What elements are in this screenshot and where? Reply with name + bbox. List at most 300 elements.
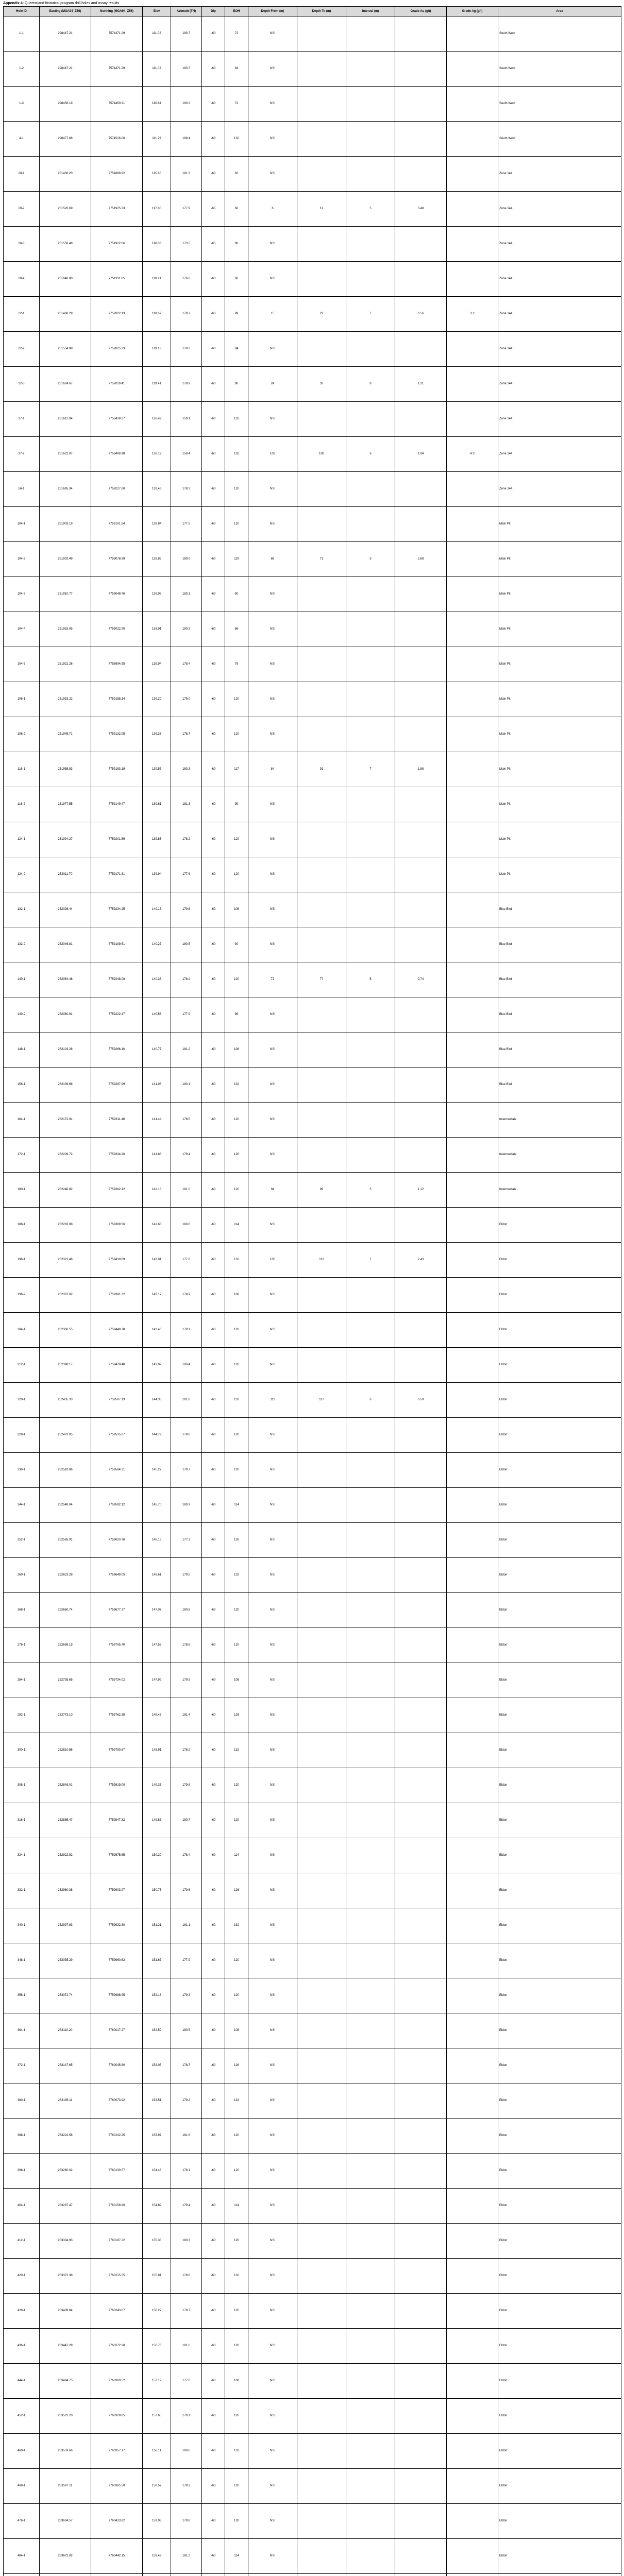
table-row [4, 367, 621, 402]
table-cell: 126 [225, 1873, 248, 1908]
table-cell: 178.4 [171, 1838, 202, 1873]
table-cell: 20-4 [4, 262, 40, 297]
table-row [4, 332, 621, 367]
table-cell: 156.73 [143, 2329, 171, 2364]
table-cell [297, 1523, 346, 1558]
table-cell [395, 2154, 447, 2189]
table-cell: NSI [248, 892, 297, 927]
table-row [4, 262, 621, 297]
table-cell [346, 1488, 395, 1523]
table-cell [395, 1943, 447, 1978]
table-cell [447, 1733, 498, 1768]
table-cell: 252548.04 [40, 1488, 91, 1523]
table-cell: 298456.19 [40, 87, 91, 122]
table-cell [447, 2119, 498, 2154]
table-cell [346, 2294, 395, 2329]
table-cell [447, 1032, 498, 1067]
table-cell: 252011.70 [40, 857, 91, 892]
column-header: Grade Ag (g/t) [447, 7, 498, 16]
table-cell [447, 787, 498, 822]
table-cell: Eldon [498, 1243, 621, 1278]
table-cell: 108 [225, 2364, 248, 2399]
table-cell [297, 1488, 346, 1523]
table-cell: 116-2 [4, 787, 40, 822]
table-cell: 114 [225, 2539, 248, 2574]
table-cell: 252064.48 [40, 962, 91, 997]
table-cell: 7759903.97 [91, 1873, 143, 1908]
table-cell [346, 612, 395, 647]
table-cell: 260-1 [4, 1558, 40, 1593]
table-cell [447, 1383, 498, 1418]
table-cell: 7759362.12 [91, 1173, 143, 1208]
table-cell: 181.0 [171, 2329, 202, 2364]
table-cell [346, 1733, 395, 1768]
table-cell: 252623.28 [40, 1558, 91, 1593]
column-header: Azimuth (TN) [171, 7, 202, 16]
table-cell: 1-2 [4, 52, 40, 87]
table-cell [395, 822, 447, 857]
table-cell [297, 1032, 346, 1067]
table-cell [447, 52, 498, 87]
table-cell: 117.80 [143, 192, 171, 227]
table-cell [346, 2539, 395, 2574]
table-cell [297, 227, 346, 262]
table-cell [447, 122, 498, 157]
table-cell: 22 [297, 297, 346, 332]
table-cell [346, 1558, 395, 1593]
table-cell: 7759988.95 [91, 1978, 143, 2013]
table-cell [346, 2364, 395, 2399]
table-cell: 251994.27 [40, 822, 91, 857]
table-cell: -60 [202, 1067, 225, 1103]
table-cell [447, 472, 498, 507]
table-cell: 5 [346, 192, 395, 227]
table-cell: NSI [248, 1032, 297, 1067]
table-cell [447, 2294, 498, 2329]
table-cell: 180.9 [171, 1488, 202, 1523]
table-cell: Eldon [498, 1558, 621, 1593]
table-cell: 145.70 [143, 1488, 171, 1523]
table-cell: Eldon [498, 1593, 621, 1628]
table-cell: 7759819.00 [91, 1768, 143, 1803]
table-cell [297, 2539, 346, 2574]
table-cell [297, 1593, 346, 1628]
table-cell [346, 402, 395, 437]
table-cell: 128.12 [143, 437, 171, 472]
table-cell: 178.3 [171, 332, 202, 367]
table-cell: 7752019.41 [91, 367, 143, 402]
table-cell: 7759078.99 [91, 542, 143, 577]
table-cell: 251468.29 [40, 297, 91, 332]
table-cell [297, 1768, 346, 1803]
table-cell [297, 1278, 346, 1313]
table-cell: 104-2 [4, 542, 40, 577]
table-cell: -60 [202, 1908, 225, 1943]
table-row [4, 2574, 621, 2576]
table-cell: 132 [225, 2434, 248, 2469]
table-cell: 7759960.62 [91, 1943, 143, 1978]
table-cell: 196-1 [4, 1243, 40, 1278]
table-cell: 460-1 [4, 2434, 40, 2469]
table-cell [395, 1032, 447, 1067]
table-cell [447, 577, 498, 612]
table-cell: 150.29 [143, 1838, 171, 1873]
table-cell [447, 1453, 498, 1488]
table-cell: 108 [225, 2013, 248, 2048]
table-cell: 253035.29 [40, 1943, 91, 1978]
table-cell: 251526.69 [40, 192, 91, 227]
table-row [4, 682, 621, 717]
table-row [4, 577, 621, 612]
table-cell: 147.99 [143, 1663, 171, 1698]
table-cell: 154.89 [143, 2189, 171, 2224]
table-cell: -60 [202, 2048, 225, 2083]
table-cell: NSI [248, 1558, 297, 1593]
table-cell: 180.5 [171, 2013, 202, 2048]
table-cell: 1.88 [395, 752, 447, 787]
table-cell: 158.57 [143, 2469, 171, 2504]
table-cell: 253447.29 [40, 2329, 91, 2364]
table-cell: 1.21 [395, 367, 447, 402]
table-row [4, 2119, 621, 2154]
table-cell: 252997.83 [40, 1908, 91, 1943]
table-cell: 7574450.91 [91, 87, 143, 122]
table-cell: -60 [202, 2224, 225, 2259]
table-cell: Zone 144 [498, 402, 621, 437]
table-cell [346, 157, 395, 192]
table-cell: Eldon [498, 2504, 621, 2539]
table-cell: 106-1 [4, 682, 40, 717]
table-cell [297, 1663, 346, 1698]
table-cell: 140.27 [143, 927, 171, 962]
column-header: Grade Au (g/t) [395, 7, 447, 16]
table-cell: -60 [202, 157, 225, 192]
table-cell: 72 [225, 87, 248, 122]
table-cell: 105 [248, 1243, 297, 1278]
header-row [4, 7, 621, 16]
table-cell: 180.4 [171, 1348, 202, 1383]
table-cell: 132 [225, 1383, 248, 1418]
table-cell [297, 2083, 346, 2119]
table-cell: -60 [202, 542, 225, 577]
table-cell: 428-1 [4, 2294, 40, 2329]
table-cell: NSI [248, 1103, 297, 1138]
table-cell [447, 16, 498, 52]
table-cell: 7759389.56 [91, 1208, 143, 1243]
table-cell: 37-1 [4, 402, 40, 437]
table-cell: 120 [225, 1978, 248, 2013]
table-cell: NSI [248, 122, 297, 157]
table-cell: 120 [225, 2294, 248, 2329]
table-cell: -60 [202, 822, 225, 857]
table-cell: 147.53 [143, 1628, 171, 1663]
table-row [4, 1278, 621, 1313]
table-cell [202, 2574, 225, 2576]
table-cell: 118.21 [143, 262, 171, 297]
table-row [4, 437, 621, 472]
table-cell [346, 2504, 395, 2539]
table-cell: 99 [225, 787, 248, 822]
table-row [4, 2434, 621, 2469]
table-cell [447, 752, 498, 787]
table-cell [395, 682, 447, 717]
table-cell [297, 717, 346, 752]
table-cell: 180.5 [171, 927, 202, 962]
table-row [4, 717, 621, 752]
table-cell: -60 [202, 1208, 225, 1243]
table-cell: 120 [225, 717, 248, 752]
table-cell: 7759620.76 [91, 1523, 143, 1558]
table-cell: 60 [225, 157, 248, 192]
table-cell: 90 [225, 577, 248, 612]
table-cell: Eldon [498, 1733, 621, 1768]
table-cell: 141.83 [143, 1138, 171, 1173]
table-cell: Eldon [498, 1943, 621, 1978]
table-cell [447, 262, 498, 297]
table-cell [447, 367, 498, 402]
table-cell [40, 2574, 91, 2576]
table-cell: 476-1 [4, 2504, 40, 2539]
table-cell [297, 1628, 346, 1663]
table-cell: Eldon [498, 2469, 621, 2504]
table-cell: Eldon [498, 1628, 621, 1663]
table-cell [447, 1418, 498, 1453]
table-cell: 180.3 [171, 752, 202, 787]
table-cell: 5 [346, 542, 395, 577]
table-cell [346, 2329, 395, 2364]
table-cell: 114 [225, 1488, 248, 1523]
table-cell: NSI [248, 822, 297, 857]
table-cell: Blue Bird [498, 892, 621, 927]
table-cell: -60 [202, 1383, 225, 1418]
table-cell: Intermediate [498, 1103, 621, 1138]
table-cell [395, 1138, 447, 1173]
table-cell: 178.5 [171, 1103, 202, 1138]
table-cell: 144.33 [143, 1383, 171, 1418]
table-cell: 139.36 [143, 717, 171, 752]
table-cell: 388-1 [4, 2119, 40, 2154]
table-cell: 7759419.89 [91, 1243, 143, 1278]
table-cell [447, 717, 498, 752]
column-header: Elev [143, 7, 171, 16]
table-cell: 6 [248, 192, 297, 227]
table-cell: 138.85 [143, 542, 171, 577]
table-cell [447, 1278, 498, 1313]
table-cell: 228-1 [4, 1418, 40, 1453]
table-cell: Eldon [498, 2154, 621, 2189]
table-cell [297, 1733, 346, 1768]
table-cell [447, 1103, 498, 1138]
table-cell [395, 1873, 447, 1908]
table-cell: 7760385.50 [91, 2469, 143, 2504]
table-cell: 126 [225, 1523, 248, 1558]
table-cell: 298447.21 [40, 16, 91, 52]
table-cell: 7760073.92 [91, 2083, 143, 2119]
table-cell: 120 [225, 2329, 248, 2364]
table-cell: Main Pit [498, 752, 621, 787]
table-cell: 120 [225, 1628, 248, 1663]
table-cell [447, 2469, 498, 2504]
table-cell [395, 2189, 447, 2224]
table-cell: 251430.20 [40, 157, 91, 192]
table-cell: NSI [248, 1978, 297, 2013]
table-cell: Blue Bird [498, 1032, 621, 1067]
table-cell [346, 682, 395, 717]
table-cell: -60 [202, 2469, 225, 2504]
table-cell: 7760130.57 [91, 2154, 143, 2189]
table-cell: 7759199.51 [91, 927, 143, 962]
table-cell: 6 [346, 437, 395, 472]
table-cell: NSI [248, 2539, 297, 2574]
table-cell: 114 [225, 2189, 248, 2224]
table-cell: NSI [248, 157, 297, 192]
table-cell: 7758227.60 [91, 472, 143, 507]
table-cell [346, 2399, 395, 2434]
table-cell: 179.1 [171, 2399, 202, 2434]
table-cell: 298447.21 [40, 52, 91, 87]
table-cell: 181.3 [171, 787, 202, 822]
table-cell: -60 [202, 1663, 225, 1698]
table-cell: 252848.01 [40, 1768, 91, 1803]
table-cell: Main Pit [498, 577, 621, 612]
table-cell: 420-1 [4, 2259, 40, 2294]
table-cell: 139.46 [143, 472, 171, 507]
table-cell [395, 507, 447, 542]
table-cell: 7 [346, 752, 395, 787]
table-cell: 126 [225, 1348, 248, 1383]
table-cell: 7574516.06 [91, 122, 143, 157]
table-cell: 308-1 [4, 1768, 40, 1803]
table-cell [346, 1067, 395, 1103]
table-cell: Main Pit [498, 717, 621, 752]
table-cell: NSI [248, 87, 297, 122]
column-header: Dip [202, 7, 225, 16]
table-cell: Eldon [498, 1803, 621, 1838]
table-row [4, 1873, 621, 1908]
table-cell: 142.18 [143, 1173, 171, 1208]
table-cell: NSI [248, 1943, 297, 1978]
table-cell: NSI [248, 577, 297, 612]
table-cell: -60 [202, 2083, 225, 2119]
table-cell: 22-2 [4, 332, 40, 367]
table-cell: 120 [225, 822, 248, 857]
table-cell: 7759734.02 [91, 1663, 143, 1698]
table-cell: 7760300.52 [91, 2364, 143, 2399]
table-row [4, 1208, 621, 1243]
table-cell [297, 16, 346, 52]
table-cell: Eldon [498, 2083, 621, 2119]
table-cell: -60 [202, 122, 225, 157]
table-cell: 66 [248, 542, 297, 577]
table-cell: NSI [248, 1873, 297, 1908]
table-row [4, 1943, 621, 1978]
table-cell: 7752025.33 [91, 332, 143, 367]
table-cell [297, 2294, 346, 2329]
table-cell: NSI [248, 1488, 297, 1523]
table-cell: 276-1 [4, 1628, 40, 1663]
table-row [4, 1768, 621, 1803]
table-cell: 332-1 [4, 1873, 40, 1908]
table-cell: 253672.02 [40, 2539, 91, 2574]
table-cell: -60 [202, 437, 225, 472]
table-cell: 180.8 [171, 1593, 202, 1628]
table-cell: -60 [202, 752, 225, 787]
table-cell [395, 1488, 447, 1523]
table-cell [447, 2434, 498, 2469]
table-cell: 118.03 [143, 227, 171, 262]
table-cell: 143.92 [143, 1348, 171, 1383]
table-cell: 144.79 [143, 1418, 171, 1453]
table-cell: 252960.38 [40, 1873, 91, 1908]
table-cell: -60 [202, 2329, 225, 2364]
table-cell: NSI [248, 1663, 297, 1698]
table-cell [297, 157, 346, 192]
table-cell [346, 2224, 395, 2259]
table-cell: NSI [248, 1523, 297, 1558]
table-cell: 140.77 [143, 1032, 171, 1067]
table-row [4, 1593, 621, 1628]
column-header: Depth From (m) [248, 7, 297, 16]
table-cell: -60 [202, 1628, 225, 1663]
table-cell: 181.4 [171, 1698, 202, 1733]
table-cell: -60 [202, 297, 225, 332]
table-cell: 253072.74 [40, 1978, 91, 2013]
drill-hole-table [3, 6, 621, 2576]
table-cell: 7 [346, 297, 395, 332]
table-cell [395, 1523, 447, 1558]
table-cell [395, 2329, 447, 2364]
table-cell: Eldon [498, 1698, 621, 1733]
table-row [4, 647, 621, 682]
table-row [4, 297, 621, 332]
table-cell [447, 1838, 498, 1873]
table-cell: 116-1 [4, 752, 40, 787]
table-cell: 177.9 [171, 997, 202, 1032]
table-cell [297, 1978, 346, 2013]
table-cell [297, 822, 346, 857]
table-cell [346, 2434, 395, 2469]
table-cell: 177.8 [171, 857, 202, 892]
table-cell: 120 [225, 1803, 248, 1838]
table-cell: 404-1 [4, 2189, 40, 2224]
table-cell: 7752022.13 [91, 297, 143, 332]
table-cell [395, 1698, 447, 1733]
table-cell [395, 1067, 447, 1103]
table-cell [395, 1418, 447, 1453]
table-cell [346, 122, 395, 157]
table-cell [447, 507, 498, 542]
table-row [4, 2329, 621, 2364]
table-cell [395, 1803, 447, 1838]
table-cell: 120 [225, 857, 248, 892]
table-cell: 181.2 [171, 1032, 202, 1067]
table-cell: 119 [225, 542, 248, 577]
table-cell: Eldon [498, 1208, 621, 1243]
table-cell: -60 [202, 2539, 225, 2574]
table-cell: 251640.80 [40, 262, 91, 297]
table-cell [395, 1768, 447, 1803]
table-cell: Eldon [498, 2364, 621, 2399]
table-cell: 153.97 [143, 2119, 171, 2154]
table-cell: 124-1 [4, 822, 40, 857]
table-cell: 132 [225, 1067, 248, 1103]
table-cell: 7759705.70 [91, 1628, 143, 1663]
table-cell: Eldon [498, 1978, 621, 2013]
table-cell: 80 [225, 367, 248, 402]
table-row [4, 2504, 621, 2539]
table-cell: 20-2 [4, 192, 40, 227]
table-cell [346, 1313, 395, 1348]
